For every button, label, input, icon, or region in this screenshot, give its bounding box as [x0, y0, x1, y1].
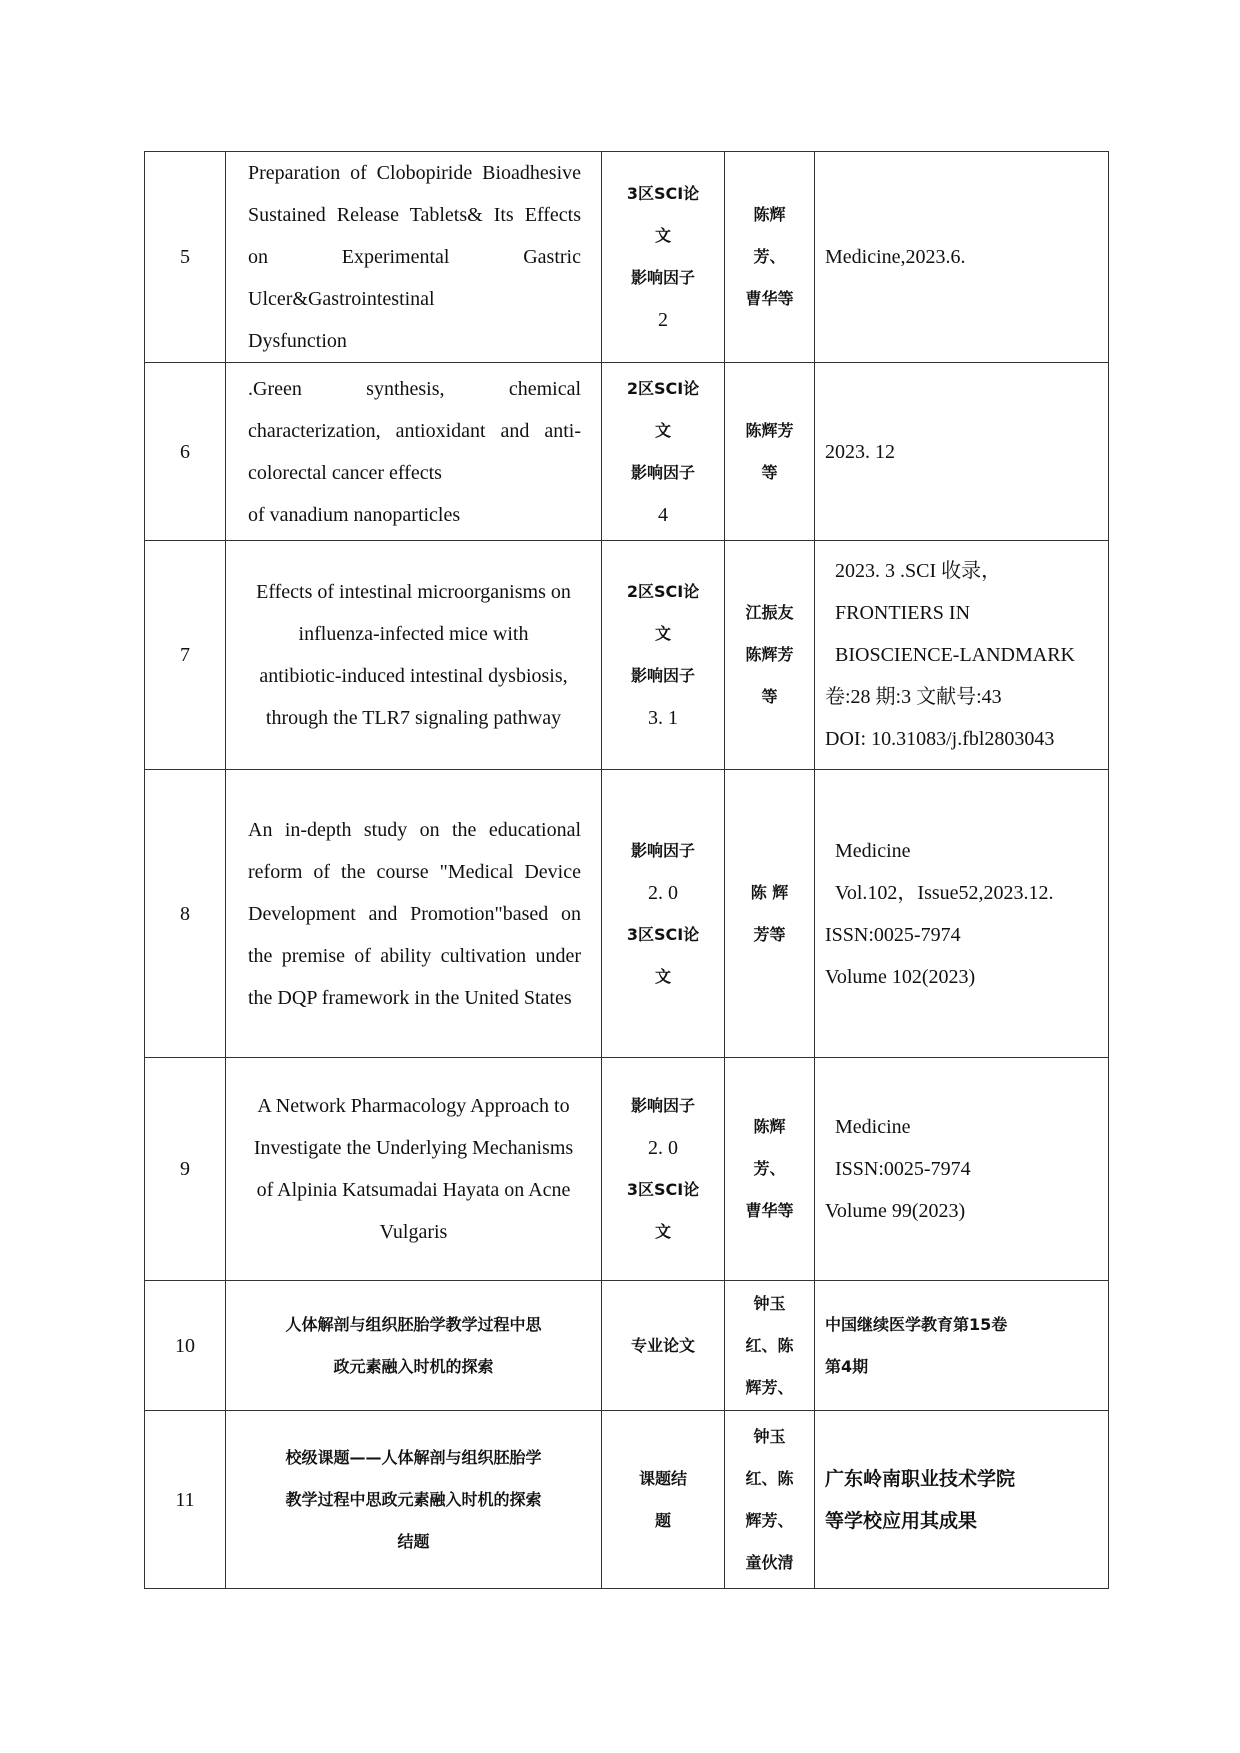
paper-title-line: .Green synthesis, chemical characterization, antioxidant and anti-colorectal cancer effects: [248, 377, 581, 484]
paper-type: [602, 363, 725, 541]
publication-source-line: 中国继续医学教育第15卷: [825, 1314, 1008, 1334]
authors-line: 曹华等: [745, 1201, 794, 1220]
paper-type-line: 影响因子: [630, 462, 695, 482]
paper-type-line: 影响因子: [630, 268, 695, 287]
authors: [725, 363, 815, 541]
publication-source-line: Medicine: [835, 839, 911, 862]
row-number: 9: [145, 1058, 226, 1281]
paper-title-line: of Alpinia Katsumadai Hayata on Acne: [256, 1179, 571, 1201]
paper-type-line: 3区SCI论: [626, 924, 700, 944]
paper-title-line: Preparation of Clobopiride Bioadhesive Sustained Release Tablets& Its Effects on Experimental Gastric Ulcer&Gastrointestinal: [248, 162, 581, 310]
paper-type-line: 2区SCI论: [626, 378, 700, 398]
row-number: 10: [145, 1281, 226, 1411]
authors-line: 芳、: [753, 247, 786, 266]
paper-title: [226, 363, 602, 541]
publication-source-line: Volume 99(2023): [825, 1200, 966, 1222]
authors-line: 等: [761, 687, 778, 706]
authors-line: 钟玉: [753, 1293, 786, 1313]
paper-type-line: 3区SCI论: [626, 184, 700, 203]
paper-title-line: Effects of intestinal microorganisms on: [256, 581, 571, 603]
paper-type-line: 影响因子: [630, 666, 695, 685]
authors: [725, 770, 815, 1058]
paper-title-line: Vulgaris: [379, 1221, 448, 1243]
publication-source-line: ISSN:0025-7974: [835, 1158, 971, 1180]
paper-type: [602, 152, 725, 363]
paper-title: [226, 152, 602, 363]
publication-source: [815, 541, 1109, 770]
paper-title-line: An in-depth study on the educational reform of the course "Medical Device Development and Promotion"based on the premise of ability cultivation under the DQP framework in the United States: [248, 818, 581, 1009]
table-row: [145, 363, 1109, 541]
publication-source: [815, 1411, 1109, 1589]
authors: [725, 541, 815, 770]
authors-line: 陈 辉: [750, 882, 789, 902]
publication-source-line: BIOSCIENCE-LANDMARK: [835, 644, 1075, 666]
paper-title: [226, 1281, 602, 1411]
publication-source: [815, 1058, 1109, 1281]
table-row: [145, 1411, 1109, 1589]
authors-line: 江振友: [745, 603, 794, 622]
paper-type-line: 文: [654, 624, 671, 643]
paper-type-line: 文: [654, 420, 671, 440]
paper-type-line: 2. 0: [648, 1137, 678, 1159]
row-number: 7: [145, 541, 226, 770]
publication-source-line: 第4期: [825, 1356, 869, 1376]
paper-type-line: 影响因子: [630, 840, 695, 860]
publication-source-line: DOI: 10.31083/j.fbl2803043: [825, 728, 1055, 750]
publication-source: [815, 363, 1109, 541]
paper-type: [602, 1411, 725, 1589]
paper-title-line: A Network Pharmacology Approach to: [257, 1095, 570, 1117]
paper-title-line: of vanadium nanoparticles: [248, 503, 461, 526]
paper-type: [602, 770, 725, 1058]
paper-type-line: 文: [654, 226, 671, 245]
paper-title-line: Dysfunction: [248, 330, 347, 352]
paper-type-line: 题: [654, 1510, 671, 1530]
paper-type-line: 2区SCI论: [626, 582, 700, 601]
table-row: [145, 1058, 1109, 1281]
table-row: [145, 152, 1109, 363]
table-row: [145, 541, 1109, 770]
paper-title-line: antibiotic-induced intestinal dysbiosis,: [259, 665, 568, 687]
table-row: [145, 1281, 1109, 1411]
authors-line: 陈辉: [753, 205, 786, 224]
publication-source-line: ISSN:0025-7974: [825, 923, 961, 946]
publication-source-line: 等学校应用其成果: [825, 1509, 978, 1532]
row-number: 8: [145, 770, 226, 1058]
publication-source: [815, 770, 1109, 1058]
paper-title-line: 人体解剖与组织胚胎学教学过程中思: [285, 1314, 542, 1334]
paper-type-line: 3区SCI论: [626, 1180, 700, 1199]
authors-line: 童伙清: [745, 1552, 794, 1572]
paper-type: [602, 1281, 725, 1411]
paper-title-line: 校级课题——人体解剖与组织胚胎学: [285, 1447, 542, 1467]
publication-source-line: Volume 102(2023): [825, 965, 976, 988]
authors: [725, 152, 815, 363]
paper-type-line: 文: [654, 966, 671, 986]
paper-type-line: 课题结: [638, 1468, 687, 1488]
paper-type-line: 文: [654, 1222, 671, 1241]
authors-line: 芳等: [753, 924, 786, 944]
authors-line: 等: [761, 462, 778, 482]
authors-line: 辉芳、: [745, 1377, 794, 1397]
paper-title: [226, 1411, 602, 1589]
paper-title: [226, 770, 602, 1058]
paper-title-line: through the TLR7 signaling pathway: [265, 707, 562, 729]
publication-source-line: 2023. 3 .SCI 收录，: [835, 560, 1002, 582]
paper-type: [602, 1058, 725, 1281]
publication-source-line: 2023. 12: [825, 440, 895, 463]
paper-type-line: 2. 0: [648, 881, 678, 904]
paper-title: [226, 541, 602, 770]
paper-title-line: 教学过程中思政元素融入时机的探索: [285, 1489, 542, 1509]
publication-source-line: Vol.102，Issue52,2023.12.: [835, 881, 1054, 904]
row-number: 6: [145, 363, 226, 541]
authors: [725, 1058, 815, 1281]
authors: [725, 1411, 815, 1589]
publication-source: [815, 152, 1109, 363]
publication-source-line: Medicine: [835, 1116, 911, 1138]
table-row: [145, 770, 1109, 1058]
paper-title-line: 政元素融入时机的探索: [333, 1356, 494, 1376]
publication-source: [815, 1281, 1109, 1411]
authors-line: 陈辉: [753, 1117, 786, 1136]
authors-line: 红、陈: [745, 1335, 794, 1355]
paper-title-line: influenza-infected mice with: [298, 623, 529, 645]
publication-source-line: 卷:28 期:3 文献号:43: [825, 686, 1002, 708]
paper-type-line: 3. 1: [648, 707, 678, 729]
publication-source-line: 广东岭南职业技术学院: [825, 1467, 1016, 1490]
publication-source-line: Medicine,2023.6.: [825, 246, 966, 268]
authors-line: 陈辉芳: [745, 420, 794, 440]
paper-title-line: Investigate the Underlying Mechanisms: [253, 1137, 574, 1159]
publication-source-line: FRONTIERS IN: [835, 602, 971, 624]
paper-type: [602, 541, 725, 770]
authors-line: 辉芳、: [745, 1510, 794, 1530]
paper-type-line: 影响因子: [630, 1096, 695, 1115]
row-number: 5: [145, 152, 226, 363]
authors-line: 钟玉: [753, 1426, 786, 1446]
authors-line: 曹华等: [745, 289, 794, 308]
paper-type-line: 2: [658, 309, 668, 331]
paper-type-line: 专业论文: [630, 1335, 695, 1355]
paper-title-line: 结题: [397, 1531, 430, 1551]
authors-line: 陈辉芳: [745, 645, 794, 664]
paper-type-line: 4: [658, 503, 668, 526]
achievements-table: [144, 151, 1109, 1589]
row-number: 11: [145, 1411, 226, 1589]
paper-title: [226, 1058, 602, 1281]
authors: [725, 1281, 815, 1411]
authors-line: 红、陈: [745, 1468, 794, 1488]
authors-line: 芳、: [753, 1159, 786, 1178]
